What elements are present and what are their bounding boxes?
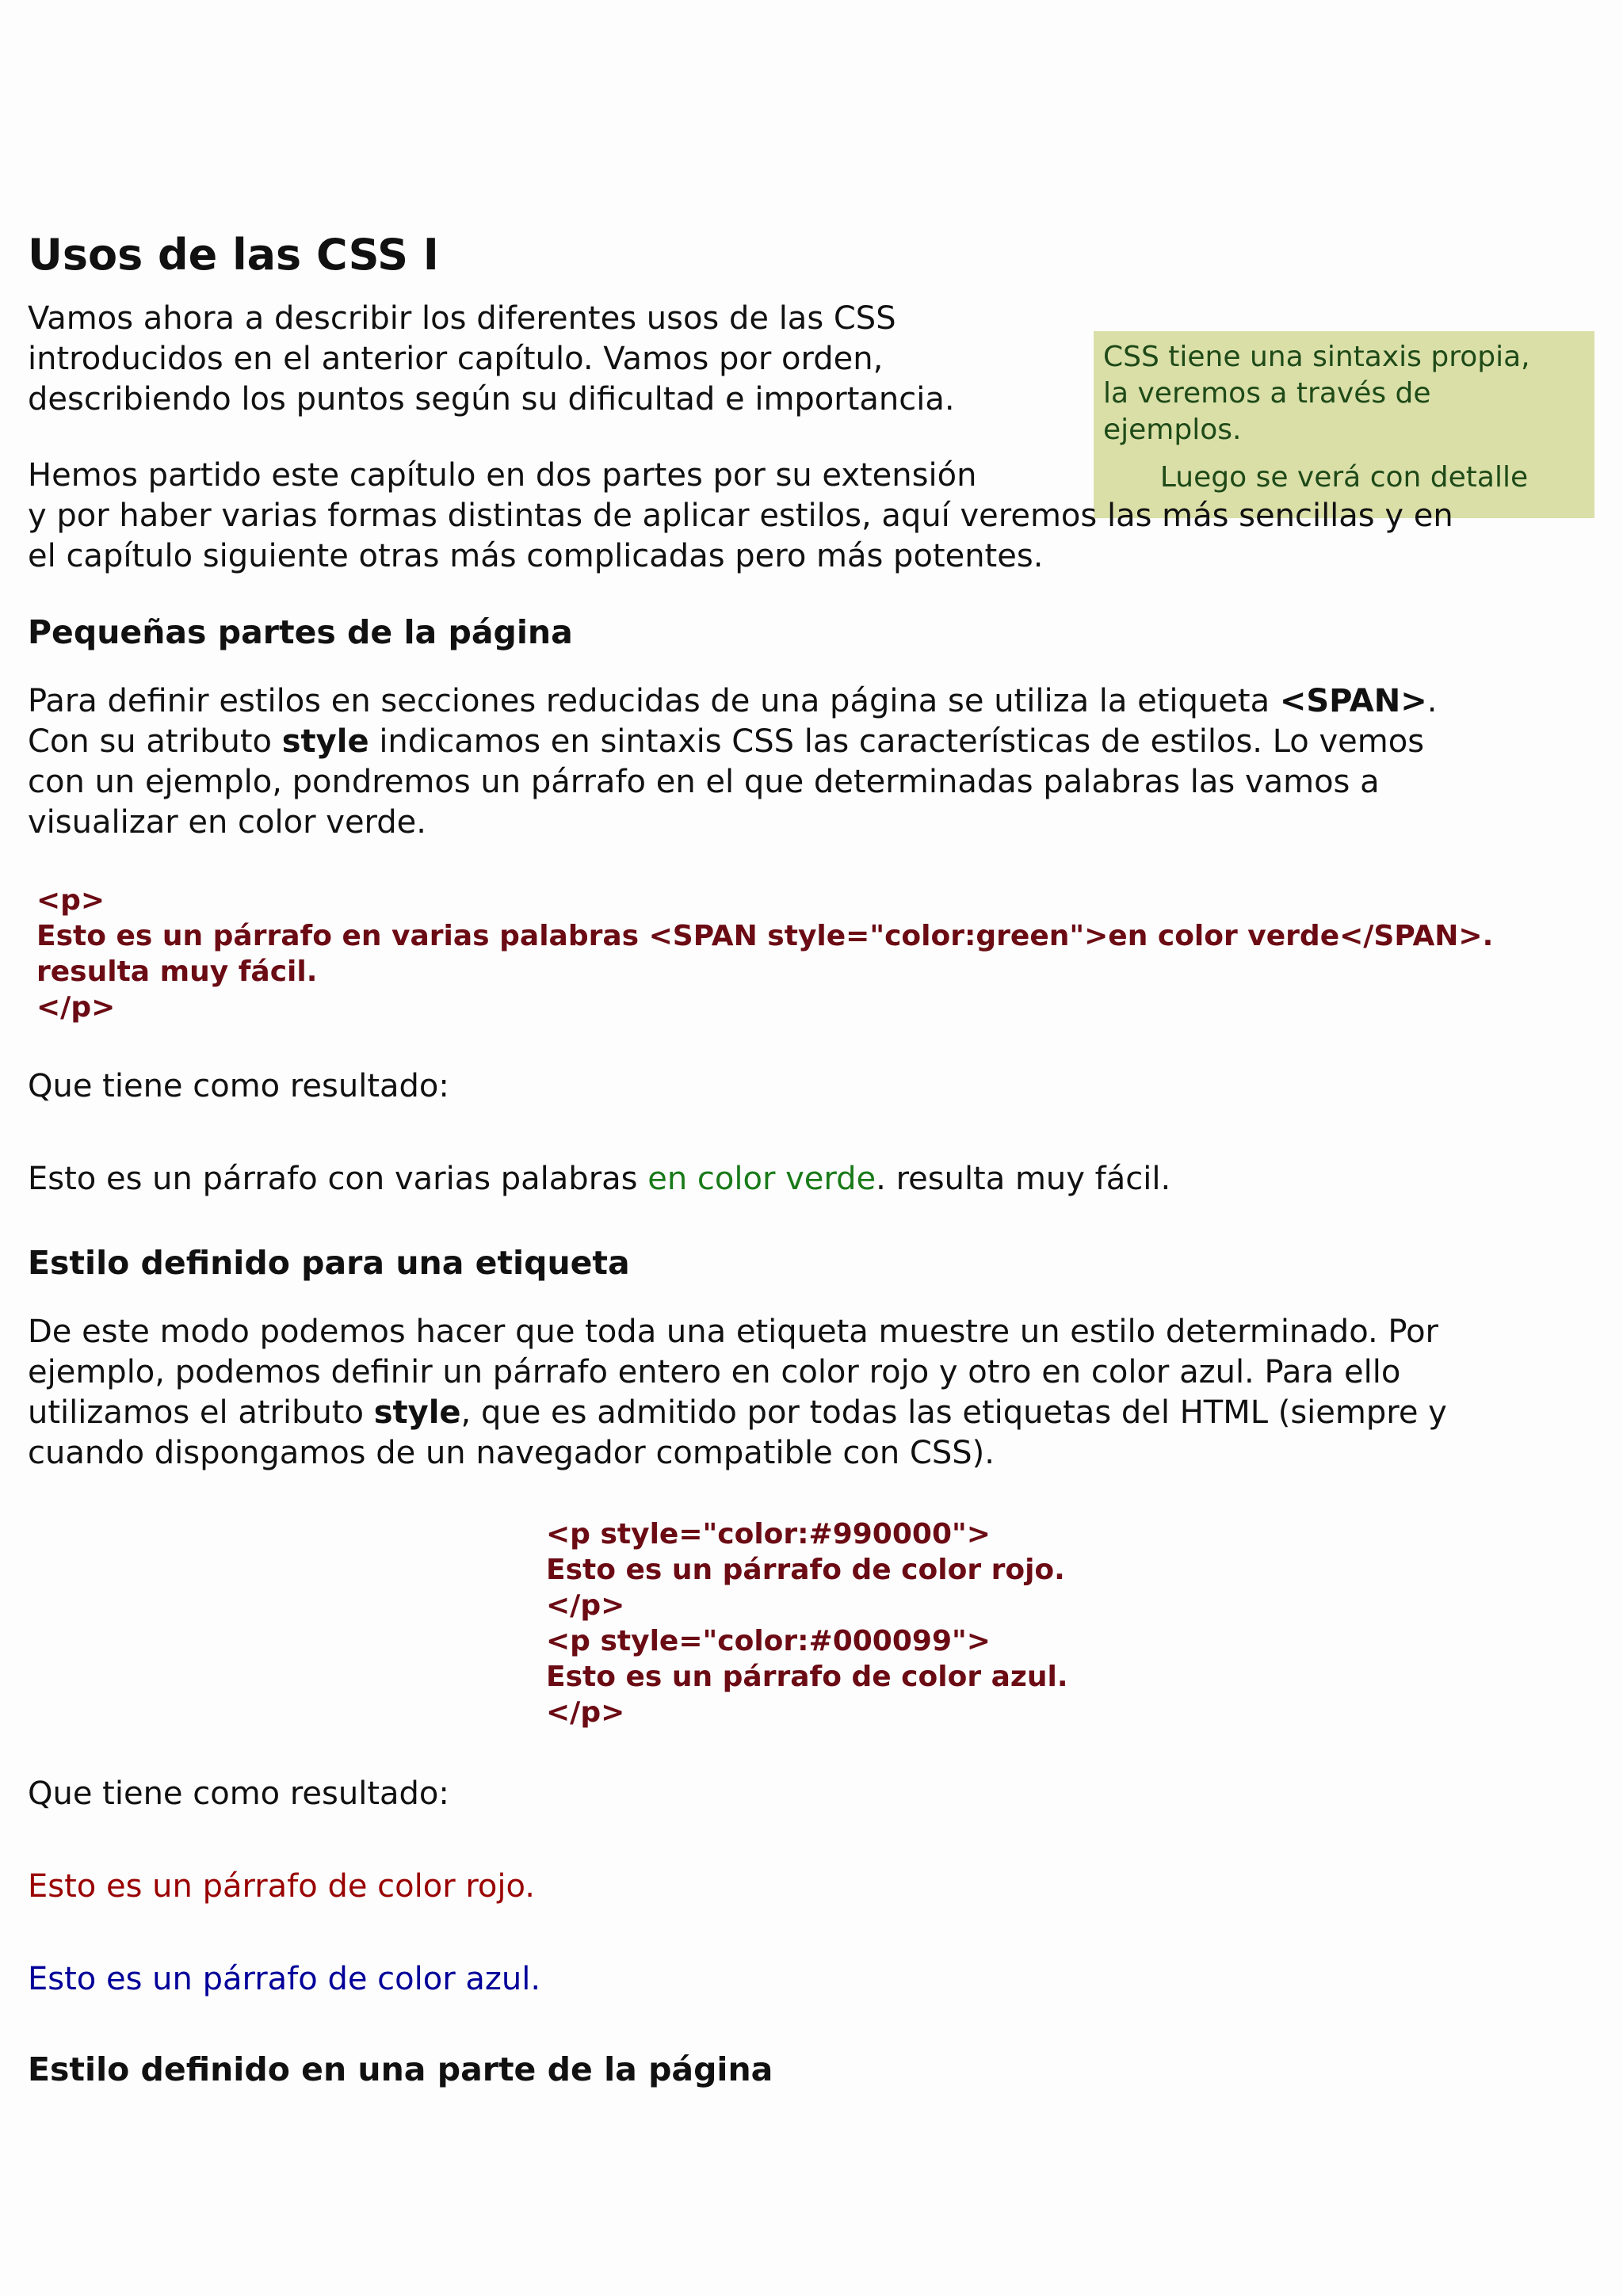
style-keyword-bold: style (281, 723, 369, 760)
intro-line-2: introducidos en el anterior capítulo. Vamos por orden, (28, 340, 884, 377)
tag-style-line-3-before: utilizamos el atributo (28, 1394, 364, 1432)
code-line: resulta muy fácil. (36, 955, 318, 988)
intro-paragraph (28, 299, 1597, 420)
tag-style-line-1: De este modo podemos hacer que toda una etiqueta muestre un estilo determinado. Por (28, 1314, 1438, 1351)
code-line: </p> (36, 990, 116, 1024)
code-line: </p> (546, 1696, 625, 1730)
style-code-example (546, 1516, 1597, 1730)
intro-line-3: describiendo los puntos según su dificultad e importancia. (28, 380, 955, 418)
code-line: <p style="color:#990000"> (546, 1518, 991, 1551)
code-line: <p style="color:#000099"> (546, 1625, 991, 1658)
sidebar-note-line-2: la veremos a través de (1103, 377, 1431, 410)
span-code-example (36, 883, 1597, 1025)
tag-style-line-3-after: , que es admitido por todas las etiquetas del HTML (siempre y (460, 1394, 1447, 1432)
code-line: Esto es un párrafo de color rojo. (546, 1554, 1065, 1587)
second-paragraph-line-2: y por haber varias formas distintas de aplicar estilos, aquí veremos las más sencillas y en (28, 497, 1453, 534)
span-tag-bold: <SPAN> (1279, 682, 1427, 719)
code-line: </p> (546, 1589, 625, 1623)
intro-line-1: Vamos ahora a describir los diferentes usos de las CSS (28, 299, 896, 337)
code-line: Esto es un párrafo de color azul. (546, 1661, 1068, 1694)
document-body (28, 230, 1597, 2089)
span-result-text-before: Esto es un párrafo con varias palabras (28, 1160, 638, 1197)
span-explanation-text: Para definir estilos en secciones reducidas de una página se utiliza la etiqueta (28, 682, 1270, 719)
visualize-line: visualizar en color verde. (28, 803, 427, 841)
red-paragraph-result: Esto es un párrafo de color rojo. (28, 1868, 535, 1905)
tag-style-line-4: cuando dispongamos de un navegador compatible con CSS). (28, 1435, 995, 1472)
example-line: con un ejemplo, pondremos un párrafo en el que determinadas palabras las vamos a (28, 763, 1380, 800)
attribute-text-before: Con su atributo (28, 723, 273, 760)
attribute-text-after: indicamos en sintaxis CSS las características de estilos. Lo vemos (379, 723, 1425, 760)
section-heading-tag-style: Estilo definido para una etiqueta (28, 1243, 630, 1282)
page-title: Usos de las CSS I (28, 230, 439, 280)
sidebar-note-subtext: Luego se verá con detalle (1159, 461, 1529, 494)
sidebar-note-line-1: CSS tiene una sintaxis propia, (1103, 341, 1530, 373)
code-line: Esto es un párrafo en varias palabras <SPAN style="color:green">en color verde</SPAN>. (36, 919, 1494, 952)
sidebar-note-line-3: ejemplos. (1103, 414, 1242, 446)
result-label: Que tiene como resultado: (28, 1067, 449, 1104)
second-paragraph (28, 456, 1597, 577)
span-result-green-text: en color verde (647, 1160, 876, 1197)
second-paragraph-line-1: Hemos partido este capítulo en dos partes por su extensión (28, 456, 977, 494)
style-keyword-bold: style (373, 1394, 461, 1432)
section-heading-small-parts: Pequeñas partes de la página (28, 612, 573, 651)
span-result-text-after: . resulta muy fácil. (876, 1160, 1171, 1197)
code-line: <p> (36, 883, 105, 917)
span-result-example (28, 1159, 1597, 1199)
blue-paragraph-result: Esto es un párrafo de color azul. (28, 1961, 541, 1998)
span-explanation-paragraph (28, 681, 1597, 843)
span-explanation-period: . (1426, 682, 1438, 719)
tag-style-line-2: ejemplo, podemos definir un párrafo entero en color rojo y otro en color azul. Para ello (28, 1354, 1401, 1391)
second-paragraph-line-3: el capítulo siguiente otras más complicadas pero más potentes. (28, 537, 1044, 574)
tag-style-paragraph (28, 1312, 1597, 1474)
result-label: Que tiene como resultado: (28, 1775, 449, 1813)
section-heading-page-part: Estilo definido en una parte de la página (28, 2050, 773, 2089)
